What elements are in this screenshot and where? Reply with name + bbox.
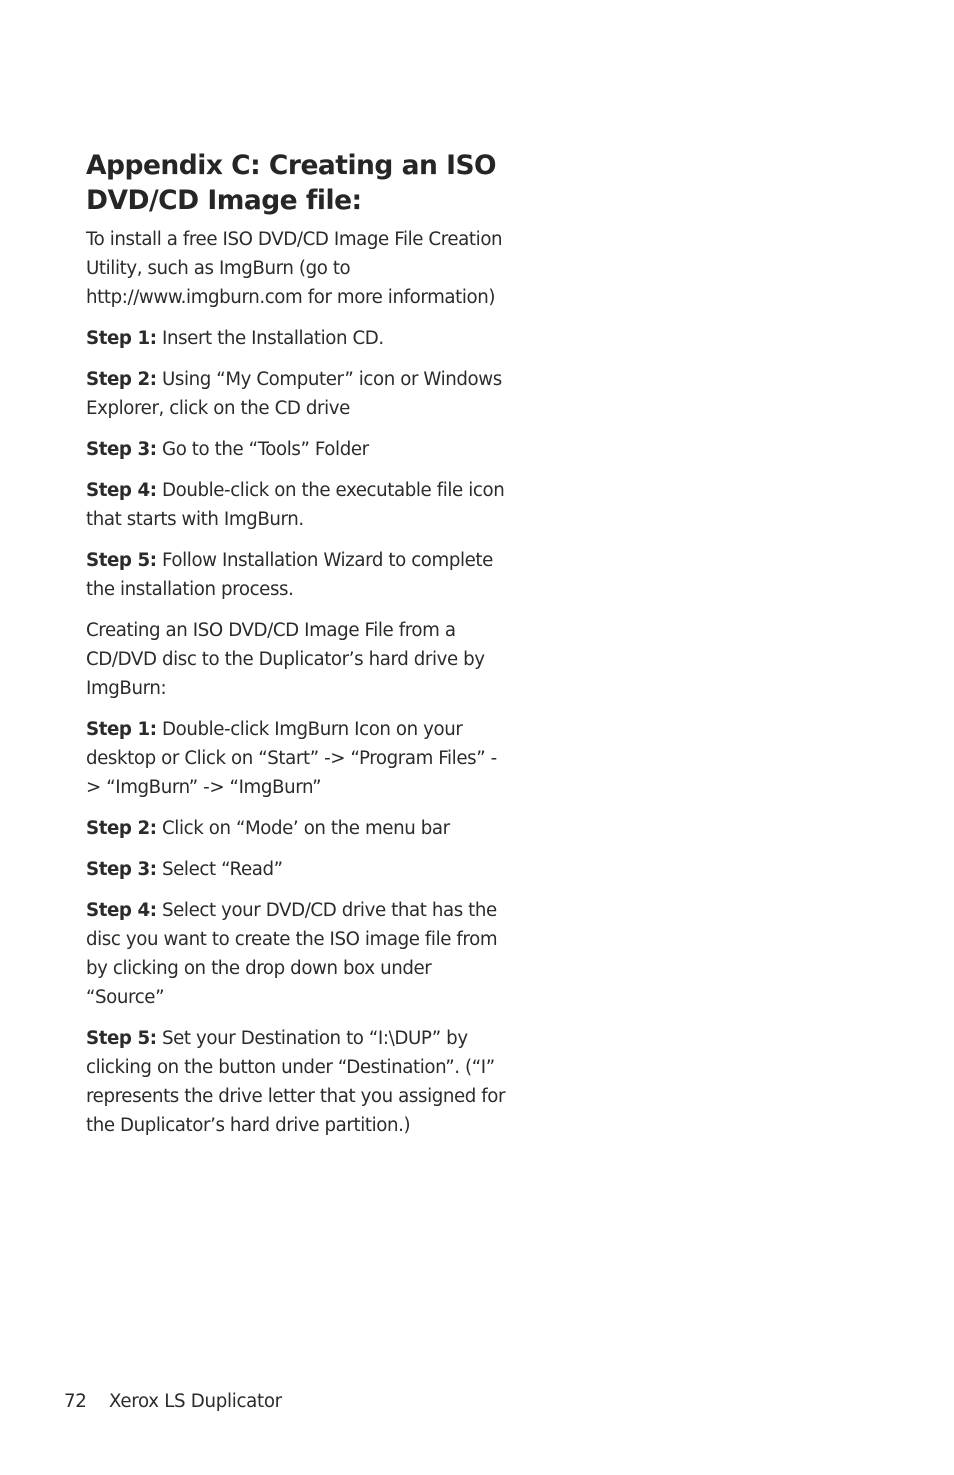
install-step-4 xyxy=(86,476,511,534)
product-name: Xerox LS Duplicator xyxy=(109,1391,282,1412)
install-step-3 xyxy=(86,435,511,464)
step-text: Follow Installation Wizard to complete the installation process. xyxy=(86,550,493,600)
intro-paragraph: To install a free ISO DVD/CD Image File Creation Utility, such as ImgBurn (go to http://www.imgburn.com for more information) xyxy=(86,229,503,308)
step-text: Using “My Computer” icon or Windows Explorer, click on the CD drive xyxy=(86,369,502,419)
page-title: Appendix C: Creating an ISO DVD/CD Image file: xyxy=(86,150,497,216)
page-content xyxy=(86,148,511,1152)
step-label: Step 5: xyxy=(86,1028,157,1049)
install-step-5 xyxy=(86,546,511,604)
step-label: Step 4: xyxy=(86,480,157,501)
step-text: Go to the “Tools” Folder xyxy=(162,439,369,460)
create-step-2 xyxy=(86,814,511,843)
step-text: Click on “Mode’ on the menu bar xyxy=(162,818,450,839)
install-step-2 xyxy=(86,365,511,423)
step-label: Step 4: xyxy=(86,900,157,921)
step-label: Step 5: xyxy=(86,550,157,571)
create-step-3 xyxy=(86,855,511,884)
step-label: Step 1: xyxy=(86,328,157,349)
step-label: Step 3: xyxy=(86,439,157,460)
step-label: Step 2: xyxy=(86,369,157,390)
step-label: Step 2: xyxy=(86,818,157,839)
step-text: Select your DVD/CD drive that has the disc you want to create the ISO image file from by clicking on the drop down box under “Source” xyxy=(86,900,498,1008)
create-step-5 xyxy=(86,1024,511,1140)
step-text: Set your Destination to “I:\DUP” by clicking on the button under “Destination”. (“I” represents the drive letter that you assigned for the Duplicator’s hard drive partition.) xyxy=(86,1028,506,1136)
step-text: Select “Read” xyxy=(162,859,283,880)
page-number: 72 xyxy=(64,1391,87,1412)
creating-intro-paragraph: Creating an ISO DVD/CD Image File from a CD/DVD disc to the Duplicator’s hard drive by ImgBurn: xyxy=(86,620,485,699)
create-step-4 xyxy=(86,896,511,1012)
step-text: Double-click on the executable file icon that starts with ImgBurn. xyxy=(86,480,505,530)
step-label: Step 3: xyxy=(86,859,157,880)
step-label: Step 1: xyxy=(86,719,157,740)
step-text: Insert the Installation CD. xyxy=(162,328,384,349)
step-text: Double-click ImgBurn Icon on your desktop or Click on “Start” -> “Program Files” -> “ImgBurn” -> “ImgBurn” xyxy=(86,719,497,798)
create-step-1 xyxy=(86,715,511,802)
install-step-1 xyxy=(86,324,511,353)
page-footer xyxy=(64,1387,282,1416)
